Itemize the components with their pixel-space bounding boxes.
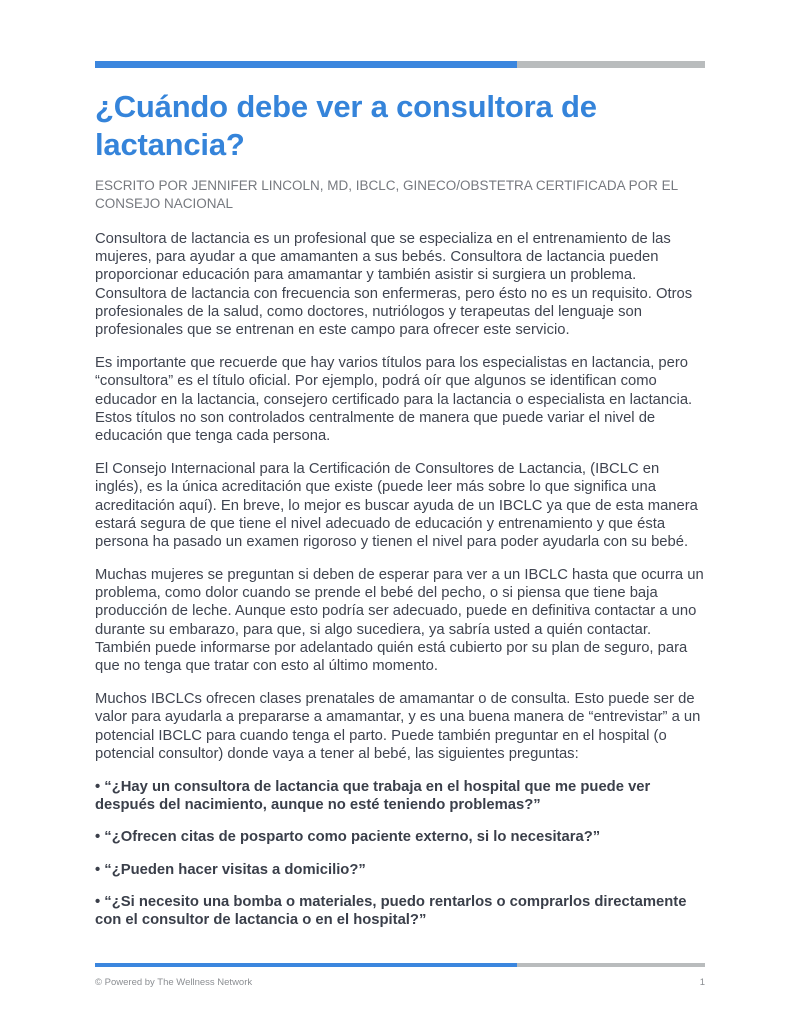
header-accent-bar (95, 61, 705, 68)
bullet-item-4: • “¿Si necesito una bomba o materiales, puedo rentarlos o comprarlos directamente con el consultor de lactancia o en el hospital?” (95, 893, 687, 928)
body-paragraph-1: Consultora de lactancia es un profesional que se especializa en el entrenamiento de las mujeres, para ayudar a que amamanten a sus bebés. Consultora de lactancia pueden proporcionar educación para amamantar y también asistir si surgiera un problema. Consultora de lactancia con frecuencia son enfermeras, pero ésto no es un requisito. Otros profesionales de la salud, como doctores, nutriólogos y terapeutas del lenguaje son profesionales que se entrenan en este campo para ofrecer este servicio. (95, 231, 693, 338)
footer-accent-bar-blue-segment (95, 963, 517, 967)
page-footer (95, 963, 705, 988)
bullet-item-2: • “¿Ofrecen citas de posparto como paciente externo, si lo necesitara?” (95, 829, 601, 846)
footer-accent-bar (95, 963, 705, 967)
body-paragraph-4: Muchas mujeres se preguntan si deben de esperar para ver a un IBCLC hasta que ocurra un problema, como dolor cuando se prende el bebé del pecho, o si piensa que tiene baja producción de leche. Aunque esto podría ser adecuado, puede en definitiva contactar a uno durante su embarazo, para que, si algo sucediera, ya sabría usted a quién contactar. También puede informarse por adelantado quién está cubierto por su plan de seguro, para que no tenga que tratar con esto al último momento. (95, 567, 704, 674)
document-content (95, 61, 705, 943)
header-accent-bar-gray-segment (517, 61, 705, 68)
body-paragraph-5: Muchos IBCLCs ofrecen clases prenatales de amamantar o de consulta. Esto puede ser de valor para ayudarla a prepararse a amamantar, y es una buena manera de “entrevistar” a un potencial IBCLC para cuando tenga el parto. Puede también preguntar en el hospital (o potencial consultor) donde vaya a tener al bebé, las siguientes preguntas: (95, 691, 701, 762)
header-accent-bar-blue-segment (95, 61, 517, 68)
footer-row (95, 977, 705, 988)
body-paragraph-2: Es importante que recuerde que hay varios títulos para los especialistas en lactancia, pero “consultora” es el título oficial. Por ejemplo, podrá oír que algunos se identifican como educador en la lactancia, consejero certificado para la lactancia o especialista en lactancia. Estos títulos no son controlados centralmente de manera que puede variar el nivel de educación que tenga cada persona. (95, 355, 693, 444)
byline: ESCRITO POR JENNIFER LINCOLN, MD, IBCLC, GINECO/OBSTETRA CERTIFICADA POR EL CONSEJO NACIONAL (95, 177, 678, 211)
bullet-item-1: • “¿Hay un consultora de lactancia que trabaja en el hospital que me puede ver después del nacimiento, aunque no esté teniendo problemas?” (95, 778, 651, 814)
body-paragraph-3: El Consejo Internacional para la Certificación de Consultores de Lactancia, (IBCLC en inglés), es la única acreditación que existe (puede leer más sobre lo que significa una acreditación aquí). En breve, lo mejor es buscar ayuda de un IBCLC ya que de esta manera estará segura de que tiene el nivel adecuado de educación y entrenamiento y que ésta persona ha pasado un examen rigoroso y tienen el nivel para poder ayudarla con su bebé. (95, 461, 698, 550)
footer-accent-bar-gray-segment (517, 963, 705, 967)
bullet-item-3: • “¿Pueden hacer visitas a domicilio?” (95, 861, 366, 878)
page-number: 1 (699, 977, 705, 988)
footer-copyright: © Powered by The Wellness Network (95, 977, 253, 988)
page-title: ¿Cuándo debe ver a consultora de lactancia? (95, 89, 597, 162)
